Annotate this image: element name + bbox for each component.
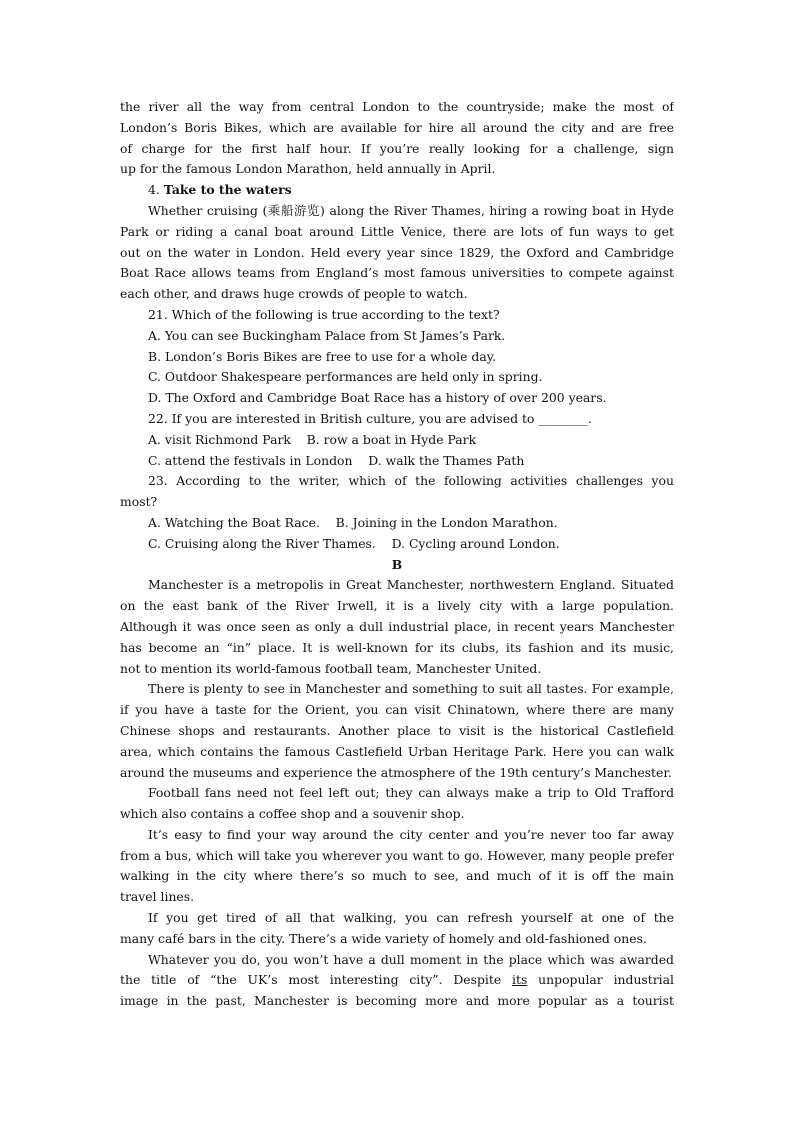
text-line: up for the famous London Marathon, held annually in April. (120, 161, 496, 177)
heading-number: 4. (148, 182, 160, 198)
text-segment: unpopular industrial (527, 972, 674, 988)
paragraph (120, 575, 674, 679)
text-line: There is plenty to see in Manchester and something to suit all tastes. For example, (148, 681, 674, 697)
text-line: out on the water in London. Held every year since 1829, the Oxford and Cambridge (120, 244, 674, 260)
question-stem: 21. Which of the following is true according to the text? (148, 306, 500, 322)
paragraph (120, 783, 674, 825)
text-line: Chinese shops and restaurants. Another place to visit is the historical Castlefield (120, 722, 674, 738)
text-line: travel lines. (120, 889, 195, 905)
text-line: Although it was once seen as only a dull industrial place, in recent years Manchester (120, 618, 674, 634)
text-line: If you get tired of all that walking, you can refresh yourself at one of the (148, 910, 674, 926)
section-heading (120, 180, 674, 201)
question-22 (120, 409, 674, 471)
text-line: of charge for the first half hour. If you’re really looking for a challenge, sign (120, 140, 674, 156)
text-line: area, which contains the famous Castlefield Urban Heritage Park. Here you can walk (120, 743, 674, 759)
text-line: Whatever you do, you won’t have a dull moment in the place which was awarded (148, 951, 674, 967)
document-page (120, 97, 674, 1012)
text-line: many café bars in the city. There’s a wide variety of homely and old-fashioned ones. (120, 930, 647, 946)
option-row: C. attend the festivals in London D. walk the Thames Path (148, 452, 525, 468)
text-line: Manchester is a metropolis in Great Manchester, northwestern England. Situated (148, 577, 674, 593)
text-line: Park or riding a canal boat around Little Venice, there are lots of fun ways to get (120, 223, 674, 239)
paragraph (120, 950, 674, 1012)
question-stem: 23. According to the writer, which of the following activities challenges you (148, 473, 674, 489)
option-row: C. Cruising along the River Thames. D. Cycling around London. (148, 535, 560, 551)
text-line: not to mention its world-famous football team, Manchester United. (120, 660, 542, 676)
text-line: image in the past, Manchester is becoming more and more popular as a tourist (120, 993, 674, 1009)
text-line: each other, and draws huge crowds of people to watch. (120, 286, 468, 302)
paragraph (120, 679, 674, 783)
text-line: Boat Race allows teams from England’s most famous universities to compete against (120, 265, 674, 281)
question-stem-continued: most? (120, 494, 158, 510)
paragraph (120, 97, 674, 180)
paragraph (120, 908, 674, 950)
text-line: if you have a taste for the Orient, you can visit Chinatown, where there are many (120, 702, 674, 718)
question-stem: 22. If you are interested in British culture, you are advised to ________. (148, 410, 592, 426)
option-row: A. visit Richmond Park B. row a boat in Hyde Park (148, 431, 477, 447)
question-21 (120, 305, 674, 409)
text-line: which also contains a coffee shop and a souvenir shop. (120, 806, 465, 822)
text-line (120, 970, 674, 991)
text-line: the river all the way from central London to the countryside; make the most of (120, 99, 674, 114)
text-line: on the east bank of the River Irwell, it is a lively city with a large population. (120, 598, 674, 614)
text-line: Football fans need not feel left out; they can always make a trip to Old Trafford (148, 785, 674, 801)
text-line: London’s Boris Bikes, which are available for hire all around the city and are free (120, 119, 674, 135)
text-line: Whether cruising (乘船游览) along the River Thames, hiring a rowing boat in Hyde (148, 202, 674, 218)
text-segment: the title of “the UK’s most interesting city”. Despite (120, 972, 513, 988)
heading-text: Take to the waters (163, 182, 292, 198)
option: C. Outdoor Shakespeare performances are held only in spring. (148, 369, 543, 385)
paragraph (120, 825, 674, 908)
question-23 (120, 471, 674, 554)
underlined-word: its (512, 972, 528, 988)
text-line: has become an “in” place. It is well-known for its clubs, its fashion and its music, (120, 639, 674, 655)
option: D. The Oxford and Cambridge Boat Race has a history of over 200 years. (148, 390, 607, 406)
text-line: It’s easy to find your way around the city center and you’re never too far away (148, 826, 674, 842)
text-line: walking in the city where there’s so much to see, and much of it is off the main (120, 868, 674, 884)
paragraph (120, 201, 674, 305)
passage-label: B (391, 556, 403, 572)
option: B. London’s Boris Bikes are free to use for a whole day. (148, 348, 497, 364)
option: A. You can see Buckingham Palace from St James’s Park. (148, 327, 506, 343)
text-line: from a bus, which will take you wherever you want to go. However, many people prefer (120, 847, 674, 863)
text-line: around the museums and experience the atmosphere of the 19th century’s Manchester. (120, 764, 672, 780)
option-row: A. Watching the Boat Race. B. Joining in the London Marathon. (148, 514, 558, 530)
